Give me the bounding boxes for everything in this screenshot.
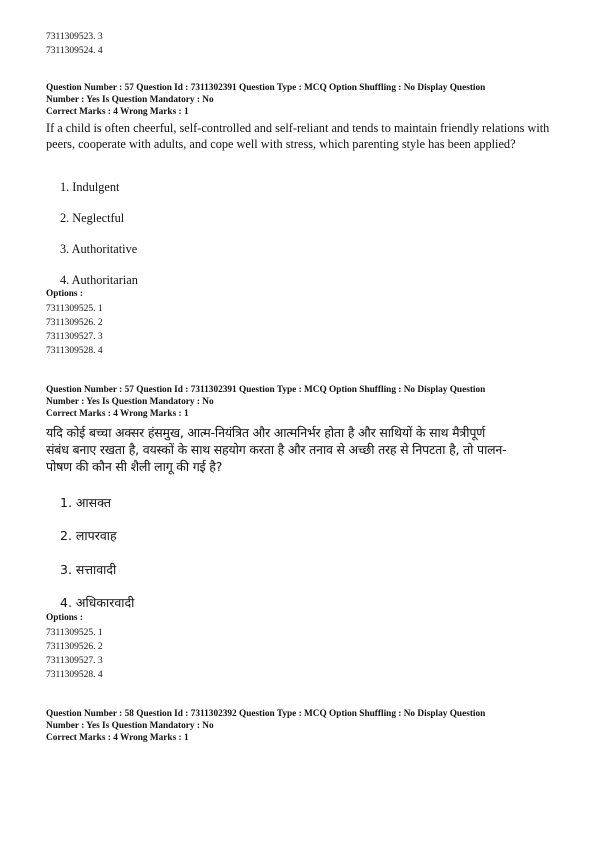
options-list (46, 626, 103, 682)
option-code: 7311309527. 3 (46, 656, 103, 666)
choice-4: 4. अधिकारवादी (60, 595, 135, 610)
question-marks: Correct Marks : 4 Wrong Marks : 1 (46, 733, 189, 743)
question-meta-line: Number : Yes Is Question Mandatory : No (46, 721, 214, 731)
option-code: 7311309528. 4 (46, 670, 103, 680)
option-code: 7311309526. 2 (46, 642, 103, 652)
question-meta-line: Number : Yes Is Question Mandatory : No (46, 95, 214, 105)
option-code: 7311309526. 2 (46, 318, 103, 328)
options-label: Options : (46, 289, 83, 299)
option-code: 7311309523. 3 (46, 32, 103, 42)
choice-4: 4. Authoritarian (60, 273, 138, 287)
question-text-line: पोषण की कौन सी शैली लागू की गई है? (46, 459, 223, 474)
question-meta-line: Question Number : 57 Question Id : 7311302391 Question Type : MCQ Option Shuffling : No Display Question (46, 385, 486, 395)
question-57-en-text: If a child is often cheerful, self-controlled and self-reliant and tends to maintain friendly relations with peers, cooperate with adults, and cope well with stress, which parenting style has been applied? (46, 121, 550, 151)
question-58-meta (46, 708, 566, 744)
question-marks: Correct Marks : 4 Wrong Marks : 1 (46, 107, 189, 117)
options-label: Options : (46, 613, 83, 623)
question-57-en-meta (46, 82, 566, 118)
question-text-line: यदि कोई बच्चा अक्सर हंसमुख, आत्म-नियंत्रित और आत्मनिर्भर होता है और साथियों के साथ मैत्रीपूर्ण (46, 425, 486, 440)
question-text-line: संबंध बनाए रखता है, वयस्कों के साथ सहयोग करता है और तनाव से अच्छी तरह से निपटता है, तो पालन- (46, 442, 507, 457)
prev-options-list (46, 30, 103, 58)
question-marks: Correct Marks : 4 Wrong Marks : 1 (46, 409, 189, 419)
question-meta-line: Question Number : 57 Question Id : 7311302391 Question Type : MCQ Option Shuffling : No Display Question (46, 83, 486, 93)
choice-3: 3. Authoritative (60, 242, 138, 256)
choice-1: 1. Indulgent (60, 180, 120, 194)
option-code: 7311309527. 3 (46, 332, 103, 342)
options-list (46, 302, 103, 358)
question-57-hi-text (46, 424, 566, 475)
option-code: 7311309525. 1 (46, 304, 103, 314)
question-meta-line: Number : Yes Is Question Mandatory : No (46, 397, 214, 407)
choice-2: 2. लापरवाह (60, 528, 117, 543)
option-code: 7311309525. 1 (46, 628, 103, 638)
option-code: 7311309528. 4 (46, 346, 103, 356)
choice-2: 2. Neglectful (60, 211, 125, 225)
option-code: 7311309524. 4 (46, 46, 103, 56)
question-57-hi-meta (46, 384, 566, 420)
choice-3: 3. सत्तावादी (60, 562, 117, 577)
question-meta-line: Question Number : 58 Question Id : 7311302392 Question Type : MCQ Option Shuffling : No Display Question (46, 709, 486, 719)
choice-1: 1. आसक्त (60, 495, 111, 510)
